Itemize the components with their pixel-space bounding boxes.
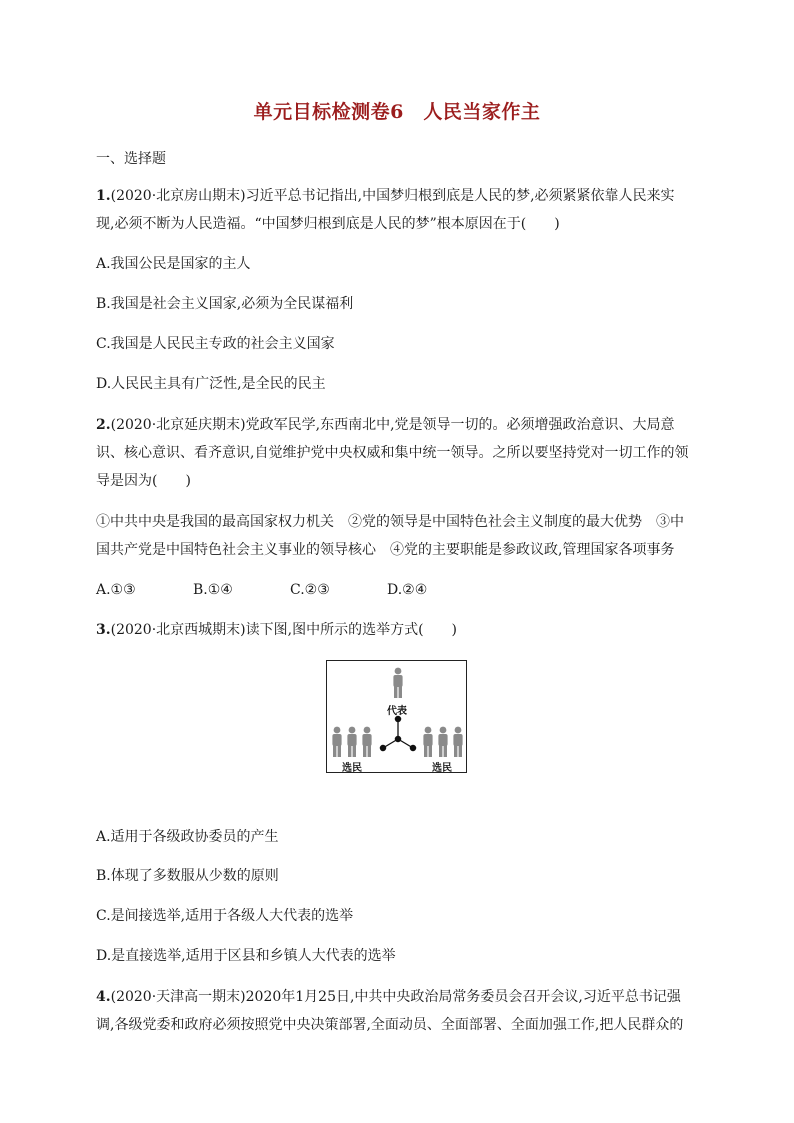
option-a: A.我国公民是国家的主人 xyxy=(96,256,251,272)
section-heading: 一、选择题 xyxy=(96,151,166,167)
question-2-stem xyxy=(96,411,698,495)
option-a: A.适用于各级政协委员的产生 xyxy=(96,829,279,845)
question-text-line: 识、核心意识、看齐意识,自觉维护党中央权威和集中统一领导。之所以要坚持党对一切工作的领 xyxy=(96,445,689,461)
option-b: B.我国是社会主义国家,必须为全民谋福利 xyxy=(96,296,354,312)
question-2-options xyxy=(96,576,698,604)
option-c: C.我国是人民民主专政的社会主义国家 xyxy=(96,336,335,352)
election-diagram-drawing xyxy=(327,661,468,774)
page-title: 单元目标检测卷6 人民当家作主 xyxy=(253,101,541,123)
question-3-stem xyxy=(96,616,698,644)
election-diagram xyxy=(326,660,467,773)
statement-line: 国共产党是中国特色社会主义事业的领导核心 ④党的主要职能是参政议政,管理国家各项事务 xyxy=(96,542,675,558)
question-text-line: (2020·北京房山期末)习近平总书记指出,中国梦归根到底是人民的梦,必须紧紧依靠人民来实 xyxy=(110,188,675,204)
question-number: 4. xyxy=(96,989,111,1005)
voter-group-right-icon xyxy=(423,727,462,757)
option-d: D.是直接选举,适用于区县和乡镇人大代表的选举 xyxy=(96,948,396,964)
question-number: 3. xyxy=(96,622,111,638)
representative-label: 代表 xyxy=(387,706,407,717)
option-d: D.②④ xyxy=(387,582,428,598)
question-number: 2. xyxy=(96,417,111,433)
question-text-line: (2020·天津高一期末)2020年1月25日,中共中央政治局常务委员会召开会议,习近平总书记强 xyxy=(110,989,681,1005)
question-text-line: 导是因为( ) xyxy=(96,473,191,489)
voter-group-left-icon xyxy=(332,727,371,757)
question-text-line: (2020·北京延庆期末)党政军民学,东西南北中,党是领导一切的。必须增强政治意识、大局意 xyxy=(110,417,675,433)
representative-icon xyxy=(393,668,402,698)
option-d: D.人民民主具有广泛性,是全民的民主 xyxy=(96,376,326,392)
option-b: B.①④ xyxy=(193,582,233,598)
question-1-stem xyxy=(96,182,698,238)
question-text-line: 调,各级党委和政府必须按照党中央决策部署,全面动员、全面部署、全面加强工作,把人民群众的 xyxy=(96,1017,684,1033)
option-b: B.体现了多数服从少数的原则 xyxy=(96,868,279,884)
option-c: C.是间接选举,适用于各级人大代表的选举 xyxy=(96,908,354,924)
question-text-line: 现,必须不断为人民造福。“中国梦归根到底是人民的梦”根本原因在于( ) xyxy=(96,216,560,232)
voter-label-right: 选民 xyxy=(432,763,452,774)
question-4-stem xyxy=(96,983,698,1039)
statement-line: ①中共中央是我国的最高国家权力机关 ②党的领导是中国特色社会主义制度的最大优势 ③中 xyxy=(96,514,684,530)
connector-lines xyxy=(380,716,415,750)
option-a: A.①③ xyxy=(96,582,136,598)
voter-label-left: 选民 xyxy=(342,763,362,774)
option-c: C.②③ xyxy=(290,582,330,598)
question-number: 1. xyxy=(96,188,111,204)
question-text-line: (2020·北京西城期末)读下图,图中所示的选举方式( ) xyxy=(110,622,458,638)
question-2-statements xyxy=(96,508,698,564)
